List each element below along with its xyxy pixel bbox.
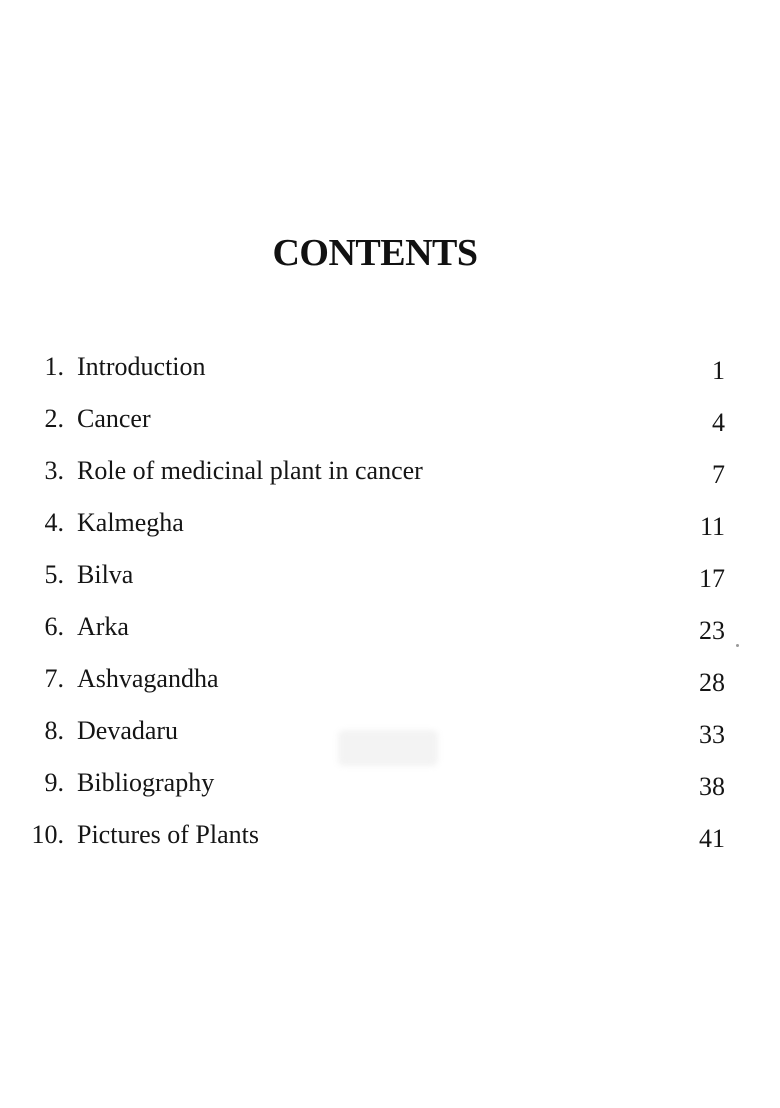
toc-entry-title: Introduction — [77, 352, 206, 381]
toc-entry-title: Ashvagandha — [77, 664, 219, 693]
toc-entry-page: 11 — [699, 512, 725, 541]
toc-entry-page: 28 — [699, 668, 725, 697]
toc-entry-number: 7. — [44, 664, 64, 693]
toc-entry — [0, 500, 780, 552]
toc-entry-page: 4 — [712, 408, 725, 437]
toc-entry-number: 4. — [44, 508, 64, 537]
toc-entry-title: Bibliography — [77, 768, 215, 797]
toc-entry-page: 23 — [699, 616, 725, 645]
toc-entry-page: 17 — [699, 564, 725, 593]
toc-entry — [0, 656, 780, 708]
toc-entry-title: Devadaru — [77, 716, 179, 745]
toc-entry — [0, 812, 780, 864]
toc-entry — [0, 708, 780, 760]
toc-entry-title: Bilva — [77, 560, 134, 589]
toc-entry-number: 1. — [44, 352, 64, 381]
toc-entry — [0, 552, 780, 604]
toc-entry-number: 5. — [44, 560, 64, 589]
toc-entry — [0, 396, 780, 448]
contents-heading: CONTENTS — [272, 232, 478, 274]
toc-entry-page: 41 — [699, 824, 725, 853]
toc-entry-page: 33 — [699, 720, 725, 749]
toc-entry-page: 38 — [699, 772, 725, 801]
toc-entry-title: Role of medicinal plant in cancer — [77, 456, 423, 485]
toc-entry-page: 7 — [712, 460, 725, 489]
toc-entry-title: Cancer — [77, 404, 151, 433]
toc-entry — [0, 760, 780, 812]
toc-entry-number: 9. — [44, 768, 64, 797]
toc-entry-number: 10. — [31, 820, 64, 849]
toc-entry — [0, 604, 780, 656]
table-of-contents — [0, 344, 780, 864]
toc-entry-number: 2. — [44, 404, 64, 433]
toc-entry-title: Pictures of Plants — [77, 820, 259, 849]
toc-entry — [0, 344, 780, 396]
toc-entry-number: 8. — [44, 716, 64, 745]
toc-entry-title: Kalmegha — [77, 508, 184, 537]
toc-entry — [0, 448, 780, 500]
toc-entry-number: 6. — [44, 612, 64, 641]
toc-entry-number: 3. — [44, 456, 64, 485]
toc-entry-title: Arka — [77, 612, 129, 641]
toc-entry-page: 1 — [712, 356, 725, 385]
